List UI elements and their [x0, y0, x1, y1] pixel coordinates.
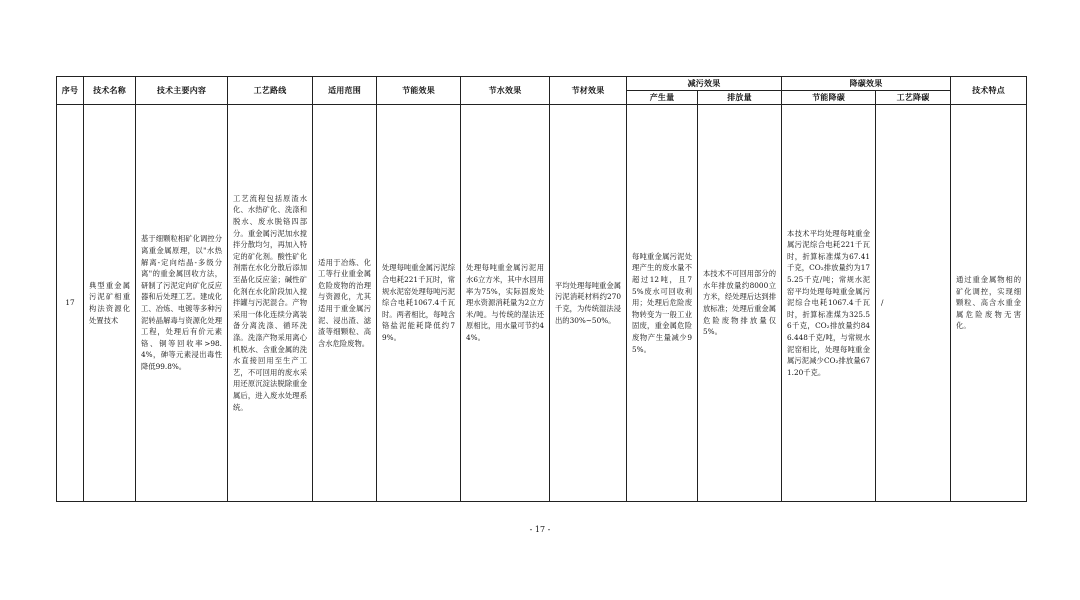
cell-name: [84, 105, 136, 502]
cell-energy: [377, 105, 461, 502]
technology-table: [56, 76, 1027, 502]
cell-scope-text: 适用于冶炼、化工等行业重金属危险废物的治理与资源化，尤其适用于重金属污泥、浸出渣、滤渣等细颗粒、高含水危险废物。: [318, 257, 371, 348]
cell-material-text: 平均处理每吨重金属污泥消耗材料约270千克，为传统湿法浸出的30%~50%。: [555, 280, 621, 325]
table-row: [57, 105, 1027, 502]
header-water: 节水效果: [461, 77, 550, 105]
cell-carbon-energy: [782, 105, 876, 502]
cell-content-text: 基于细颗粒相矿化调控分离重金属原理，以"水热解离-定向结晶-多级分离"的重金属回收方法，研制了污泥定向矿化反应器和后处理工艺。建成化工、冶炼、电镀等多种污泥转晶解毒与资源化处理工程，处理后有价元素铬、铜等回收率>98.4%，砷等元素浸出毒性降低99.8%。: [141, 234, 222, 371]
header-carbon: 降碳效果: [782, 77, 951, 91]
header-name: 技术名称: [84, 77, 136, 105]
header-pollution-gen: 产生量: [627, 91, 698, 105]
cell-pollution-gen-text: 每吨重金属污泥处理产生的废水量不超过12吨，且75%废水可回收利用；处理后危险废物转变为一般工业固废，重金属危险废物产生量减少95%。: [632, 251, 692, 354]
cell-pollution-emit: [698, 105, 782, 502]
cell-water-text: 处理每吨重金属污泥用水6立方米，其中水回用率为75%，实际固废处理水资源消耗量为2立方米/吨。与传统的湿法还原相比，用水量可节约44%。: [466, 263, 544, 342]
cell-content: [136, 105, 228, 502]
cell-carbon-process-text: /: [881, 298, 884, 308]
header-carbon-process: 工艺降碳: [876, 91, 951, 105]
cell-pollution-emit-text: 本技术不可回用部分的水年排放量约8000立方米，经处理后达到排放标准；处理后重金属危险废物排放量仅5%。: [703, 269, 776, 337]
cell-scope: [313, 105, 377, 502]
header-pollution-emit: 排放量: [698, 91, 782, 105]
header-content: 技术主要内容: [136, 77, 228, 105]
page-number: - 17 -: [529, 525, 551, 534]
cell-water: [461, 105, 550, 502]
header-material: 节材效果: [550, 77, 627, 105]
cell-seq: 17: [57, 105, 84, 502]
cell-features-text: 通过重金属物相的矿化调控，实现细颗粒、高含水重金属危险废物无害化。: [956, 275, 1021, 331]
header-seq: 序号: [57, 77, 84, 105]
cell-pollution-gen: [627, 105, 698, 502]
header-energy: 节能效果: [377, 77, 461, 105]
cell-route: [228, 105, 313, 502]
header-scope: 适用范围: [313, 77, 377, 105]
cell-name-text: 典型重金属污泥矿相重构法资源化处置技术: [89, 280, 130, 325]
cell-features: [951, 105, 1027, 502]
cell-material: [550, 105, 627, 502]
cell-carbon-process: [876, 105, 951, 502]
header-route: 工艺路线: [228, 77, 313, 105]
header-features: 技术特点: [951, 77, 1027, 105]
header-carbon-energy: 节能降碳: [782, 91, 876, 105]
cell-carbon-energy-text: 本技术平均处理每吨重金属污泥综合电耗221千瓦时，折算标准煤为67.41千克，CO₂排放量约为175.25千克/吨；常规水泥窑平均处理每吨重金属污泥综合电耗1067.4千瓦时，折算标准煤为325.56千克，CO₂排放量约846.448千克/吨，与常规水泥窑相比，处理每吨重金属污泥减少CO₂排放量671.20千克。: [787, 228, 870, 377]
header-pollution: 减污效果: [627, 77, 782, 91]
cell-route-text: 工艺流程包括原渣水化、水热矿化、洗涤和脱水、废水脱铬四部分。重金属污泥加水搅拌分散均匀，再加入特定的矿化剂。酸性矿化剂需在水化分散后添加至晶化反应釜；碱性矿化剂在水化阶段加入搅拌罐与污泥混合。产物采用一体化连续分离装备分离洗涤、循环洗涤。洗涤产物采用离心机脱水、含重金属的洗水直接回用至生产工艺，不可回用的废水采用还原沉淀法脱除重金属后，进入废水处理系统。: [233, 193, 307, 412]
cell-energy-text: 处理每吨重金属污泥综合电耗221千瓦时，常规水泥窑处理每吨污泥综合电耗1067.4千瓦时。两者相比，每吨含铬盐泥能耗降低约79%。: [382, 263, 455, 342]
